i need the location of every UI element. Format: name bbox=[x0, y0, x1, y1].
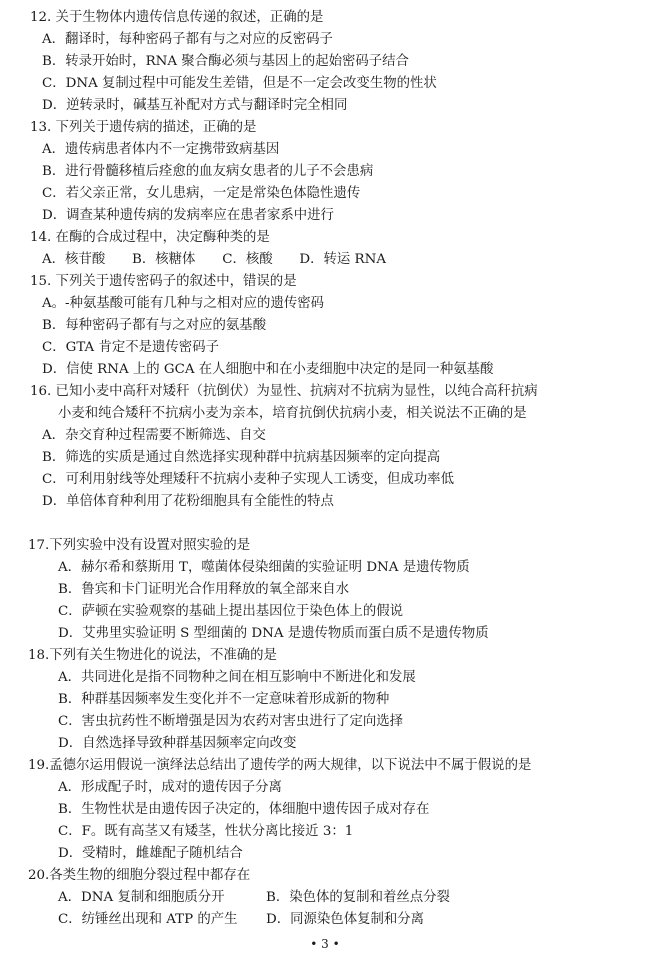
question-19-option-d: D．受精时，雌雄配子随机结合 bbox=[58, 846, 243, 861]
question-13-option-a: A．遗传病患者体内不一定携带致病基因 bbox=[42, 142, 280, 157]
question-18-option-a: A．共同进化是指不同物种之间在相互影响中不断进化和发展 bbox=[58, 670, 416, 685]
question-17-stem: 17.下列实验中没有设置对照实验的是 bbox=[28, 538, 251, 553]
question-15-option-c: C．GTA 肯定不是遗传密码子 bbox=[42, 340, 219, 355]
question-12-stem: 12. 关于生物体内遗传信息传递的叙述，正确的是 bbox=[30, 10, 324, 25]
question-13-stem: 13. 下列关于遗传病的描述，正确的是 bbox=[30, 120, 257, 135]
question-17-option-c: C．萨顿在实验观察的基础上提出基因位于染色体上的假说 bbox=[58, 604, 404, 619]
question-16-option-a: A．杂交育种过程需要不断筛选、自交 bbox=[42, 428, 266, 443]
question-15-option-a: A。-种氨基酸可能有几种与之相对应的遗传密码 bbox=[42, 296, 325, 311]
question-20-option-c: C．纺锤丝出现和 ATP 的产生 bbox=[58, 912, 238, 927]
question-19-option-b: B．生物性状是由遗传因子决定的，体细胞中遗传因子成对存在 bbox=[58, 802, 430, 817]
question-17-option-d: D．艾弗里实验证明 S 型细菌的 DNA 是遗传物质而蛋白质不是遗传物质 bbox=[58, 626, 489, 641]
question-18-option-d: D．自然选择导致种群基因频率定向改变 bbox=[58, 736, 297, 751]
question-15-option-b: B．每种密码子都有与之对应的氨基酸 bbox=[42, 318, 267, 333]
question-17-option-b: B．鲁宾和卡门证明光合作用释放的氧全部来自水 bbox=[58, 582, 350, 597]
question-19-option-a: A．形成配子时，成对的遗传因子分离 bbox=[58, 780, 282, 795]
question-18-option-b: B．种群基因频率发生变化并不一定意味着形成新的物种 bbox=[58, 692, 390, 707]
question-20-option-d: D．同源染色体复制和分离 bbox=[266, 912, 425, 927]
question-12-option-d: D．逆转录时，碱基互补配对方式与翻译时完全相同 bbox=[42, 98, 348, 113]
question-14-options: A．核苷酸 B．核糖体 C．核酸 D．转运 RNA bbox=[42, 252, 387, 267]
question-16-stem: 16. 已知小麦中高秆对矮秆（抗倒伏）为显性、抗病对不抗病为显性，以纯合高秆抗病 bbox=[30, 384, 538, 399]
question-16-option-b: B．筛选的实质是通过自然选择实现种群中抗病基因频率的定向提高 bbox=[42, 450, 441, 465]
question-15-stem: 15. 下列关于遗传密码子的叙述中，错误的是 bbox=[30, 274, 297, 289]
question-19-option-c: C．F。既有高茎又有矮茎，性状分离比接近 3：1 bbox=[58, 824, 354, 839]
question-15-option-d: D．信使 RNA 上的 GCA 在人细胞中和在小麦细胞中决定的是同一种氨基酸 bbox=[42, 362, 494, 377]
question-14-stem: 14. 在酶的合成过程中，决定酶种类的是 bbox=[30, 230, 270, 245]
question-13-option-b: B．进行骨髓移植后痊愈的血友病女患者的儿子不会患病 bbox=[42, 164, 374, 179]
page-number: • 3 • bbox=[310, 937, 340, 951]
question-20-option-a: A．DNA 复制和细胞质分开 bbox=[58, 890, 225, 905]
question-13-option-c: C．若父亲正常，女儿患病，一定是常染色体隐性遗传 bbox=[42, 186, 361, 201]
question-12-option-a: A．翻译时，每种密码子都有与之对应的反密码子 bbox=[42, 32, 333, 47]
question-20-option-b: B．染色体的复制和着丝点分裂 bbox=[266, 890, 450, 905]
question-18-stem: 18.下列有关生物进化的说法，不准确的是 bbox=[28, 648, 277, 663]
question-12-option-c: C．DNA 复制过程中可能发生差错，但是不一定会改变生物的性状 bbox=[42, 76, 437, 91]
question-16-option-c: C．可利用射线等处理矮秆不抗病小麦种子实现人工诱变，但成功率低 bbox=[42, 472, 454, 487]
question-16-option-d: D．单倍体育种利用了花粉细胞具有全能性的特点 bbox=[42, 494, 334, 509]
question-17-option-a: A．赫尔希和蔡斯用 T，噬菌体侵染细菌的实验证明 DNA 是遗传物质 bbox=[58, 560, 470, 575]
question-20-stem: 20.各类生物的细胞分裂过程中都存在 bbox=[28, 868, 251, 883]
question-12-option-b: B．转录开始时，RNA 聚合酶必须与基因上的起始密码子结合 bbox=[42, 54, 409, 69]
question-18-option-c: C．害虫抗药性不断增强是因为农药对害虫进行了定向选择 bbox=[58, 714, 404, 729]
question-19-stem: 19.孟德尔运用假说一演绎法总结出了遗传学的两大规律，以下说法中不属于假说的是 bbox=[28, 758, 532, 773]
question-13-option-d: D．调查某种遗传病的发病率应在患者家系中进行 bbox=[42, 208, 334, 223]
question-16-stem-continued: 小麦和纯合矮秆不抗病小麦为亲本，培育抗倒伏抗病小麦，相关说法不正确的是 bbox=[58, 406, 527, 421]
